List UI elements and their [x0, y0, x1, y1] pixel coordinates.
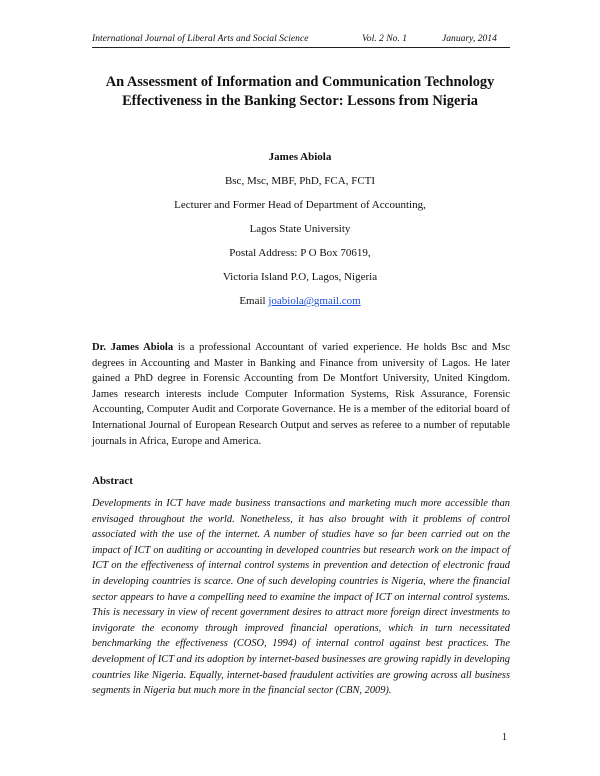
author-name: James Abiola [268, 151, 332, 163]
email-link[interactable]: joabiola@gmail.com [268, 295, 361, 307]
title-line-2: Effectiveness in the Banking Sector: Lessons from Nigeria [122, 93, 478, 109]
author-bio [92, 340, 510, 449]
bio-text: is a professional Accountant of varied experience. He holds Bsc and Msc degrees in Accounting and Master in Banking and Finance from university of Lagos. He later gained a PhD degree in Forensic Accounting from De Montfort University, United Kingdom. James research interests include Computer Information Systems, Risk Assurance, Forensic Accounting, Computer Audit and Corporate Governance. He is a member of the editorial board of International Journal of European Research Output and serves as referee to a number of reputable journals in Africa, Europe and America. [92, 342, 510, 447]
author-city: Victoria Island P.O, Lagos, Nigeria [222, 271, 378, 283]
author-institution: Lagos State University [249, 223, 351, 235]
author-qualifications: Bsc, Msc, MBF, PhD, FCA, FCTI [224, 175, 376, 187]
author-position: Lecturer and Former Head of Department of Accounting, [174, 199, 426, 211]
header-rule [92, 47, 510, 48]
journal-volume: Vol. 2 No. 1 [362, 33, 408, 44]
paper-title [60, 73, 540, 111]
email-label: Email [239, 295, 269, 307]
page-number: 1 [502, 732, 507, 743]
journal-date: January, 2014 [442, 33, 497, 44]
author-block [100, 149, 500, 317]
title-line-1: An Assessment of Information and Communication Technology [105, 74, 495, 90]
abstract-heading: Abstract [92, 475, 133, 487]
bio-name: Dr. James Abiola [92, 342, 174, 353]
abstract-body: Developments in ICT have made business transactions and marketing much more accessible than envisaged throughout the world. Nonetheless, it has also brought with it problems of control associated with the use of the internet. A number of studies have so far been carried out on the impact of ICT on auditing or accounting in developed countries but research work on the impact of ICT on the effectiveness of internal control systems in prevention and detection of electronic fraud in developing countries is scarce. One of such developing countries is Nigeria, where the financial sector appears to have a compelling need to examine the impact of ICT on internal control systems. This is necessary in view of recent government desires to attract more foreign direct investments to invigorate the economy through improved financial operations, which in turn necessitated benchmarking the effectiveness (COSO, 1994) of internal control against best practices. The development of ICT and its adoption by internet-based businesses are growing rapidly in developing countries like Nigeria. Equally, internet-based fraudulent activities are growing across all business segments in Nigeria but much more in the financial sector (CBN, 2009). [92, 498, 510, 697]
author-email-line [100, 293, 500, 317]
author-postal-address: Postal Address: P O Box 70619, [229, 247, 371, 259]
journal-name: International Journal of Liberal Arts and Social Science [92, 33, 309, 44]
